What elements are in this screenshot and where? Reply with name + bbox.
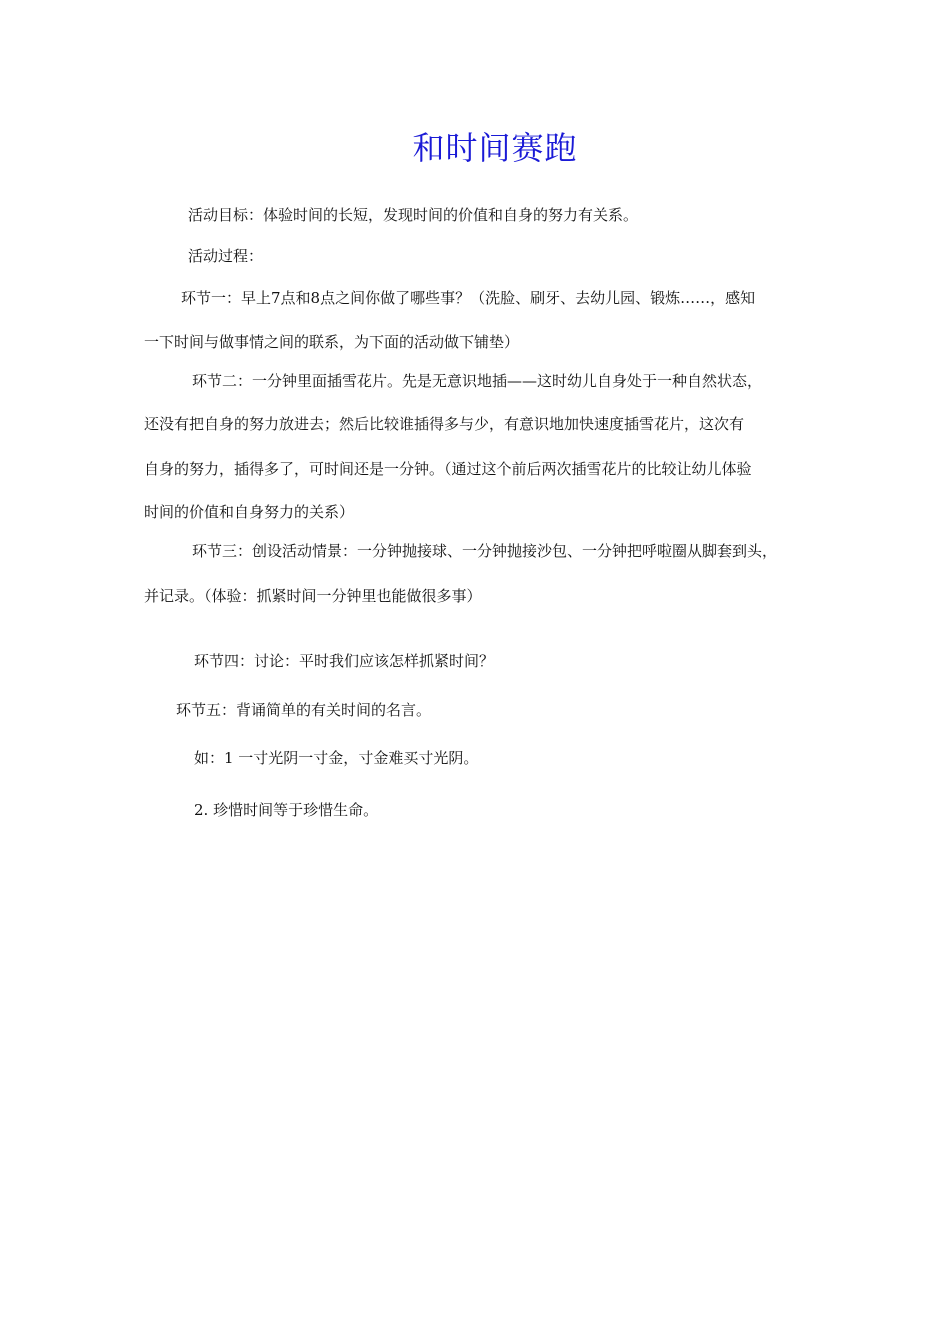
paragraph-line-step2: 环节二：一分钟里面插雪花片。先是无意识地插——这时幼儿自身处于一种自然状态， (192, 372, 763, 390)
paragraph-line-step2-cont3: 时间的价值和自身努力的关系） (144, 503, 355, 521)
paragraph-line-step3-cont: 并记录。（体验：抓紧时间一分钟里也能做很多事） (144, 587, 482, 605)
paragraph-line-step2-cont2: 自身的努力，插得多了，可时间还是一分钟。（通过这个前后两次插雪花片的比较让幼儿体验 (144, 460, 752, 478)
quote-line-2: 2. 珍惜时间等于珍惜生命。 (194, 801, 379, 819)
paragraph-line-step3: 环节三：创设活动情景：一分钟抛接球、一分钟抛接沙包、一分钟把呼啦圈从脚套到头， (192, 542, 778, 560)
paragraph-line-goal: 活动目标：体验时间的长短，发现时间的价值和自身的努力有关系。 (188, 206, 639, 224)
quote-line-1: 如：1 一寸光阴一寸金，寸金难买寸光阴。 (194, 749, 479, 767)
paragraph-line-step4: 环节四：讨论：平时我们应该怎样抓紧时间？ (194, 652, 495, 670)
paragraph-line-process: 活动过程： (188, 247, 264, 265)
paragraph-line-step1-cont: 一下时间与做事情之间的联系，为下面的活动做下铺垫） (144, 333, 520, 351)
paragraph-line-step1: 环节一：早上7点和8点之间你做了哪些事？（洗脸、刷牙、去幼儿园、锻炼……，感知 (181, 289, 756, 307)
paragraph-line-step2-cont1: 还没有把自身的努力放进去；然后比较谁插得多与少，有意识地加快速度插雪花片，这次有 (144, 415, 745, 433)
paragraph-line-step5: 环节五：背诵简单的有关时间的名言。 (176, 701, 432, 719)
document-title: 和时间赛跑 (412, 129, 578, 167)
